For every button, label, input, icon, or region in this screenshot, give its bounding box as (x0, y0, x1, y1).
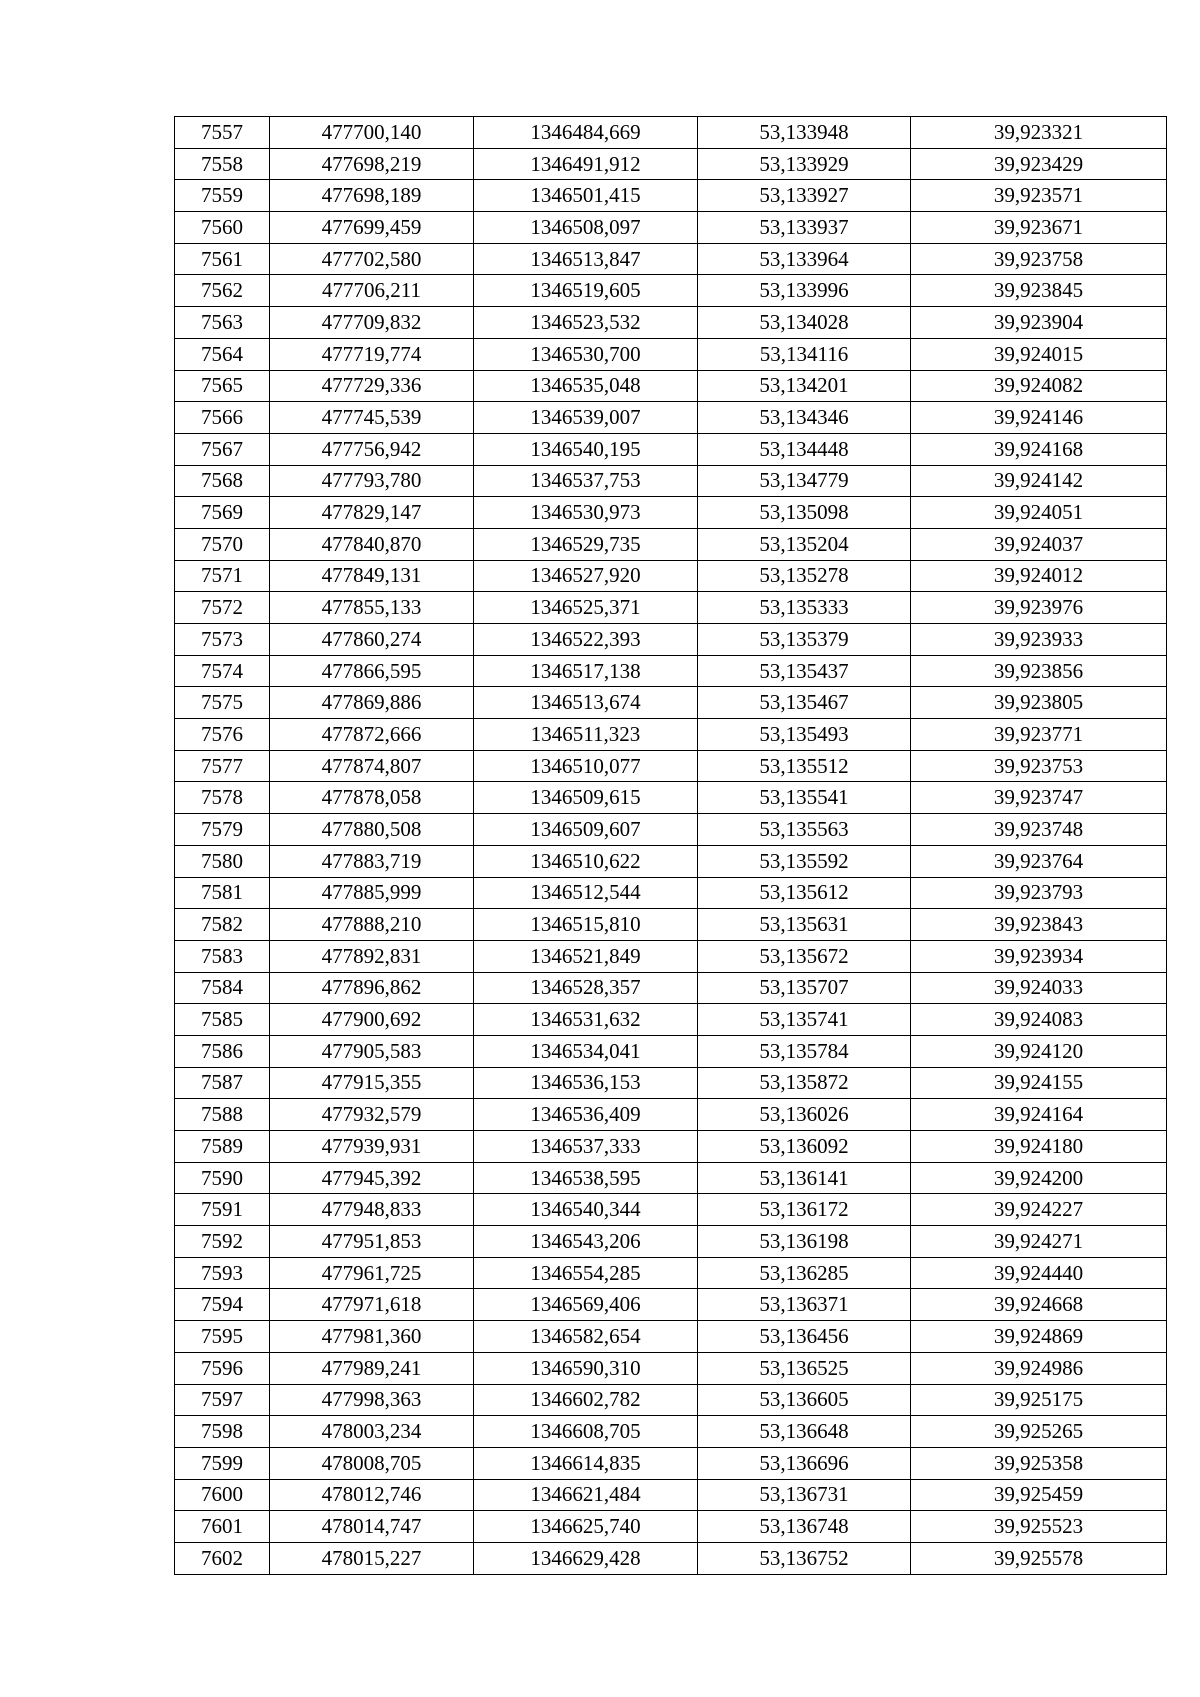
latitude-cell: 53,135592 (698, 845, 911, 877)
table-row (175, 560, 1167, 592)
latitude-cell: 53,135278 (698, 560, 911, 592)
y-coordinate-cell: 1346540,344 (474, 1194, 698, 1226)
x-coordinate-cell: 477866,595 (270, 655, 474, 687)
longitude-cell: 39,925578 (911, 1542, 1167, 1574)
y-coordinate-cell: 1346527,920 (474, 560, 698, 592)
x-coordinate-cell: 477700,140 (270, 117, 474, 149)
longitude-cell: 39,925523 (911, 1511, 1167, 1543)
y-coordinate-cell: 1346614,835 (474, 1447, 698, 1479)
x-coordinate-cell: 477793,780 (270, 465, 474, 497)
table-row (175, 1067, 1167, 1099)
point-number-cell: 7590 (175, 1162, 270, 1194)
coordinates-table-body (175, 117, 1167, 1575)
x-coordinate-cell: 477905,583 (270, 1035, 474, 1067)
longitude-cell: 39,924200 (911, 1162, 1167, 1194)
latitude-cell: 53,136141 (698, 1162, 911, 1194)
x-coordinate-cell: 477892,831 (270, 940, 474, 972)
table-row (175, 814, 1167, 846)
x-coordinate-cell: 477706,211 (270, 275, 474, 307)
x-coordinate-cell: 477745,539 (270, 402, 474, 434)
longitude-cell: 39,923753 (911, 750, 1167, 782)
longitude-cell: 39,925265 (911, 1416, 1167, 1448)
table-row (175, 940, 1167, 972)
latitude-cell: 53,133964 (698, 243, 911, 275)
x-coordinate-cell: 477840,870 (270, 528, 474, 560)
y-coordinate-cell: 1346543,206 (474, 1226, 698, 1258)
table-row (175, 465, 1167, 497)
table-row (175, 909, 1167, 941)
latitude-cell: 53,135784 (698, 1035, 911, 1067)
point-number-cell: 7565 (175, 370, 270, 402)
x-coordinate-cell: 477883,719 (270, 845, 474, 877)
x-coordinate-cell: 477872,666 (270, 719, 474, 751)
point-number-cell: 7561 (175, 243, 270, 275)
longitude-cell: 39,923856 (911, 655, 1167, 687)
y-coordinate-cell: 1346530,700 (474, 338, 698, 370)
table-row (175, 433, 1167, 465)
longitude-cell: 39,924440 (911, 1257, 1167, 1289)
y-coordinate-cell: 1346509,607 (474, 814, 698, 846)
table-row (175, 1035, 1167, 1067)
latitude-cell: 53,135512 (698, 750, 911, 782)
point-number-cell: 7593 (175, 1257, 270, 1289)
latitude-cell: 53,135707 (698, 972, 911, 1004)
y-coordinate-cell: 1346521,849 (474, 940, 698, 972)
latitude-cell: 53,136285 (698, 1257, 911, 1289)
latitude-cell: 53,135672 (698, 940, 911, 972)
y-coordinate-cell: 1346528,357 (474, 972, 698, 1004)
y-coordinate-cell: 1346491,912 (474, 148, 698, 180)
latitude-cell: 53,136371 (698, 1289, 911, 1321)
table-row (175, 1479, 1167, 1511)
latitude-cell: 53,136748 (698, 1511, 911, 1543)
y-coordinate-cell: 1346522,393 (474, 624, 698, 656)
y-coordinate-cell: 1346536,409 (474, 1099, 698, 1131)
point-number-cell: 7570 (175, 528, 270, 560)
longitude-cell: 39,924168 (911, 433, 1167, 465)
x-coordinate-cell: 477885,999 (270, 877, 474, 909)
point-number-cell: 7595 (175, 1321, 270, 1353)
x-coordinate-cell: 477939,931 (270, 1131, 474, 1163)
longitude-cell: 39,924869 (911, 1321, 1167, 1353)
table-row (175, 148, 1167, 180)
latitude-cell: 53,136696 (698, 1447, 911, 1479)
table-row (175, 845, 1167, 877)
latitude-cell: 53,136752 (698, 1542, 911, 1574)
x-coordinate-cell: 477698,219 (270, 148, 474, 180)
point-number-cell: 7587 (175, 1067, 270, 1099)
latitude-cell: 53,135563 (698, 814, 911, 846)
point-number-cell: 7566 (175, 402, 270, 434)
y-coordinate-cell: 1346534,041 (474, 1035, 698, 1067)
table-row (175, 1416, 1167, 1448)
table-row (175, 655, 1167, 687)
table-row (175, 370, 1167, 402)
point-number-cell: 7560 (175, 212, 270, 244)
y-coordinate-cell: 1346484,669 (474, 117, 698, 149)
table-row (175, 1131, 1167, 1163)
latitude-cell: 53,135493 (698, 719, 911, 751)
longitude-cell: 39,923933 (911, 624, 1167, 656)
longitude-cell: 39,923747 (911, 782, 1167, 814)
x-coordinate-cell: 478003,234 (270, 1416, 474, 1448)
y-coordinate-cell: 1346511,323 (474, 719, 698, 751)
point-number-cell: 7573 (175, 624, 270, 656)
latitude-cell: 53,135437 (698, 655, 911, 687)
longitude-cell: 39,924012 (911, 560, 1167, 592)
table-row (175, 1257, 1167, 1289)
longitude-cell: 39,924015 (911, 338, 1167, 370)
point-number-cell: 7567 (175, 433, 270, 465)
y-coordinate-cell: 1346530,973 (474, 497, 698, 529)
longitude-cell: 39,923748 (911, 814, 1167, 846)
x-coordinate-cell: 477855,133 (270, 592, 474, 624)
latitude-cell: 53,134448 (698, 433, 911, 465)
longitude-cell: 39,924142 (911, 465, 1167, 497)
longitude-cell: 39,924083 (911, 1004, 1167, 1036)
table-row (175, 1447, 1167, 1479)
point-number-cell: 7579 (175, 814, 270, 846)
latitude-cell: 53,135333 (698, 592, 911, 624)
longitude-cell: 39,923771 (911, 719, 1167, 751)
table-row (175, 592, 1167, 624)
latitude-cell: 53,135541 (698, 782, 911, 814)
x-coordinate-cell: 477829,147 (270, 497, 474, 529)
longitude-cell: 39,924037 (911, 528, 1167, 560)
latitude-cell: 53,136525 (698, 1352, 911, 1384)
point-number-cell: 7585 (175, 1004, 270, 1036)
latitude-cell: 53,135098 (698, 497, 911, 529)
x-coordinate-cell: 477702,580 (270, 243, 474, 275)
point-number-cell: 7598 (175, 1416, 270, 1448)
table-row (175, 243, 1167, 275)
y-coordinate-cell: 1346540,195 (474, 433, 698, 465)
y-coordinate-cell: 1346508,097 (474, 212, 698, 244)
x-coordinate-cell: 477860,274 (270, 624, 474, 656)
table-row (175, 275, 1167, 307)
y-coordinate-cell: 1346629,428 (474, 1542, 698, 1574)
longitude-cell: 39,923976 (911, 592, 1167, 624)
table-row (175, 877, 1167, 909)
table-row (175, 1226, 1167, 1258)
table-row (175, 338, 1167, 370)
longitude-cell: 39,924271 (911, 1226, 1167, 1258)
x-coordinate-cell: 477915,355 (270, 1067, 474, 1099)
table-row (175, 1289, 1167, 1321)
x-coordinate-cell: 477756,942 (270, 433, 474, 465)
coordinates-table (174, 116, 1167, 1575)
y-coordinate-cell: 1346509,615 (474, 782, 698, 814)
point-number-cell: 7578 (175, 782, 270, 814)
table-row (175, 528, 1167, 560)
longitude-cell: 39,923904 (911, 307, 1167, 339)
y-coordinate-cell: 1346535,048 (474, 370, 698, 402)
longitude-cell: 39,923934 (911, 940, 1167, 972)
longitude-cell: 39,923429 (911, 148, 1167, 180)
x-coordinate-cell: 477719,774 (270, 338, 474, 370)
longitude-cell: 39,923671 (911, 212, 1167, 244)
y-coordinate-cell: 1346510,622 (474, 845, 698, 877)
y-coordinate-cell: 1346554,285 (474, 1257, 698, 1289)
table-row (175, 497, 1167, 529)
x-coordinate-cell: 477888,210 (270, 909, 474, 941)
x-coordinate-cell: 477698,189 (270, 180, 474, 212)
x-coordinate-cell: 478008,705 (270, 1447, 474, 1479)
table-row (175, 1352, 1167, 1384)
longitude-cell: 39,923321 (911, 117, 1167, 149)
point-number-cell: 7599 (175, 1447, 270, 1479)
point-number-cell: 7584 (175, 972, 270, 1004)
table-row (175, 307, 1167, 339)
y-coordinate-cell: 1346515,810 (474, 909, 698, 941)
latitude-cell: 53,134028 (698, 307, 911, 339)
point-number-cell: 7577 (175, 750, 270, 782)
point-number-cell: 7601 (175, 1511, 270, 1543)
table-row (175, 972, 1167, 1004)
point-number-cell: 7557 (175, 117, 270, 149)
point-number-cell: 7602 (175, 1542, 270, 1574)
longitude-cell: 39,923793 (911, 877, 1167, 909)
table-row (175, 1004, 1167, 1036)
longitude-cell: 39,924120 (911, 1035, 1167, 1067)
y-coordinate-cell: 1346517,138 (474, 655, 698, 687)
point-number-cell: 7568 (175, 465, 270, 497)
latitude-cell: 53,135631 (698, 909, 911, 941)
latitude-cell: 53,134346 (698, 402, 911, 434)
point-number-cell: 7571 (175, 560, 270, 592)
y-coordinate-cell: 1346525,371 (474, 592, 698, 624)
latitude-cell: 53,136605 (698, 1384, 911, 1416)
latitude-cell: 53,134116 (698, 338, 911, 370)
x-coordinate-cell: 477880,508 (270, 814, 474, 846)
y-coordinate-cell: 1346531,632 (474, 1004, 698, 1036)
latitude-cell: 53,135204 (698, 528, 911, 560)
longitude-cell: 39,923805 (911, 687, 1167, 719)
table-row (175, 1321, 1167, 1353)
latitude-cell: 53,136172 (698, 1194, 911, 1226)
y-coordinate-cell: 1346519,605 (474, 275, 698, 307)
latitude-cell: 53,135872 (698, 1067, 911, 1099)
longitude-cell: 39,923843 (911, 909, 1167, 941)
table-row (175, 402, 1167, 434)
longitude-cell: 39,924155 (911, 1067, 1167, 1099)
table-row (175, 750, 1167, 782)
y-coordinate-cell: 1346501,415 (474, 180, 698, 212)
longitude-cell: 39,923845 (911, 275, 1167, 307)
latitude-cell: 53,133929 (698, 148, 911, 180)
x-coordinate-cell: 477971,618 (270, 1289, 474, 1321)
y-coordinate-cell: 1346621,484 (474, 1479, 698, 1511)
y-coordinate-cell: 1346602,782 (474, 1384, 698, 1416)
x-coordinate-cell: 477961,725 (270, 1257, 474, 1289)
y-coordinate-cell: 1346512,544 (474, 877, 698, 909)
y-coordinate-cell: 1346536,153 (474, 1067, 698, 1099)
latitude-cell: 53,136198 (698, 1226, 911, 1258)
y-coordinate-cell: 1346523,532 (474, 307, 698, 339)
point-number-cell: 7594 (175, 1289, 270, 1321)
longitude-cell: 39,925459 (911, 1479, 1167, 1511)
x-coordinate-cell: 477849,131 (270, 560, 474, 592)
point-number-cell: 7558 (175, 148, 270, 180)
x-coordinate-cell: 477948,833 (270, 1194, 474, 1226)
longitude-cell: 39,924180 (911, 1131, 1167, 1163)
point-number-cell: 7559 (175, 180, 270, 212)
y-coordinate-cell: 1346590,310 (474, 1352, 698, 1384)
point-number-cell: 7586 (175, 1035, 270, 1067)
x-coordinate-cell: 477989,241 (270, 1352, 474, 1384)
y-coordinate-cell: 1346608,705 (474, 1416, 698, 1448)
point-number-cell: 7588 (175, 1099, 270, 1131)
point-number-cell: 7576 (175, 719, 270, 751)
x-coordinate-cell: 477878,058 (270, 782, 474, 814)
table-row (175, 1162, 1167, 1194)
point-number-cell: 7562 (175, 275, 270, 307)
x-coordinate-cell: 478014,747 (270, 1511, 474, 1543)
longitude-cell: 39,923764 (911, 845, 1167, 877)
y-coordinate-cell: 1346529,735 (474, 528, 698, 560)
table-row (175, 624, 1167, 656)
latitude-cell: 53,133948 (698, 117, 911, 149)
y-coordinate-cell: 1346513,847 (474, 243, 698, 275)
table-row (175, 212, 1167, 244)
point-number-cell: 7563 (175, 307, 270, 339)
longitude-cell: 39,924051 (911, 497, 1167, 529)
x-coordinate-cell: 478015,227 (270, 1542, 474, 1574)
longitude-cell: 39,924146 (911, 402, 1167, 434)
x-coordinate-cell: 477699,459 (270, 212, 474, 244)
point-number-cell: 7574 (175, 655, 270, 687)
longitude-cell: 39,925358 (911, 1447, 1167, 1479)
x-coordinate-cell: 478012,746 (270, 1479, 474, 1511)
longitude-cell: 39,924082 (911, 370, 1167, 402)
latitude-cell: 53,133937 (698, 212, 911, 244)
x-coordinate-cell: 477869,886 (270, 687, 474, 719)
table-row (175, 117, 1167, 149)
x-coordinate-cell: 477951,853 (270, 1226, 474, 1258)
longitude-cell: 39,925175 (911, 1384, 1167, 1416)
table-row (175, 1511, 1167, 1543)
point-number-cell: 7575 (175, 687, 270, 719)
table-row (175, 782, 1167, 814)
x-coordinate-cell: 477709,832 (270, 307, 474, 339)
latitude-cell: 53,135379 (698, 624, 911, 656)
table-row (175, 180, 1167, 212)
y-coordinate-cell: 1346513,674 (474, 687, 698, 719)
latitude-cell: 53,136456 (698, 1321, 911, 1353)
longitude-cell: 39,924668 (911, 1289, 1167, 1321)
table-row (175, 1384, 1167, 1416)
table-row (175, 1194, 1167, 1226)
longitude-cell: 39,924033 (911, 972, 1167, 1004)
point-number-cell: 7597 (175, 1384, 270, 1416)
latitude-cell: 53,136731 (698, 1479, 911, 1511)
longitude-cell: 39,924164 (911, 1099, 1167, 1131)
latitude-cell: 53,135741 (698, 1004, 911, 1036)
latitude-cell: 53,136026 (698, 1099, 911, 1131)
table-row (175, 1542, 1167, 1574)
longitude-cell: 39,923571 (911, 180, 1167, 212)
y-coordinate-cell: 1346537,333 (474, 1131, 698, 1163)
table-row (175, 719, 1167, 751)
point-number-cell: 7580 (175, 845, 270, 877)
y-coordinate-cell: 1346537,753 (474, 465, 698, 497)
longitude-cell: 39,924986 (911, 1352, 1167, 1384)
point-number-cell: 7592 (175, 1226, 270, 1258)
latitude-cell: 53,136648 (698, 1416, 911, 1448)
y-coordinate-cell: 1346510,077 (474, 750, 698, 782)
x-coordinate-cell: 477981,360 (270, 1321, 474, 1353)
longitude-cell: 39,924227 (911, 1194, 1167, 1226)
y-coordinate-cell: 1346569,406 (474, 1289, 698, 1321)
point-number-cell: 7583 (175, 940, 270, 972)
point-number-cell: 7591 (175, 1194, 270, 1226)
x-coordinate-cell: 477900,692 (270, 1004, 474, 1036)
y-coordinate-cell: 1346582,654 (474, 1321, 698, 1353)
x-coordinate-cell: 477932,579 (270, 1099, 474, 1131)
x-coordinate-cell: 477945,392 (270, 1162, 474, 1194)
latitude-cell: 53,135612 (698, 877, 911, 909)
latitude-cell: 53,133927 (698, 180, 911, 212)
y-coordinate-cell: 1346625,740 (474, 1511, 698, 1543)
x-coordinate-cell: 477998,363 (270, 1384, 474, 1416)
x-coordinate-cell: 477874,807 (270, 750, 474, 782)
point-number-cell: 7564 (175, 338, 270, 370)
y-coordinate-cell: 1346538,595 (474, 1162, 698, 1194)
x-coordinate-cell: 477729,336 (270, 370, 474, 402)
y-coordinate-cell: 1346539,007 (474, 402, 698, 434)
point-number-cell: 7600 (175, 1479, 270, 1511)
point-number-cell: 7582 (175, 909, 270, 941)
longitude-cell: 39,923758 (911, 243, 1167, 275)
latitude-cell: 53,133996 (698, 275, 911, 307)
latitude-cell: 53,135467 (698, 687, 911, 719)
point-number-cell: 7596 (175, 1352, 270, 1384)
point-number-cell: 7569 (175, 497, 270, 529)
x-coordinate-cell: 477896,862 (270, 972, 474, 1004)
latitude-cell: 53,136092 (698, 1131, 911, 1163)
point-number-cell: 7572 (175, 592, 270, 624)
latitude-cell: 53,134201 (698, 370, 911, 402)
table-row (175, 1099, 1167, 1131)
latitude-cell: 53,134779 (698, 465, 911, 497)
point-number-cell: 7589 (175, 1131, 270, 1163)
point-number-cell: 7581 (175, 877, 270, 909)
table-row (175, 687, 1167, 719)
